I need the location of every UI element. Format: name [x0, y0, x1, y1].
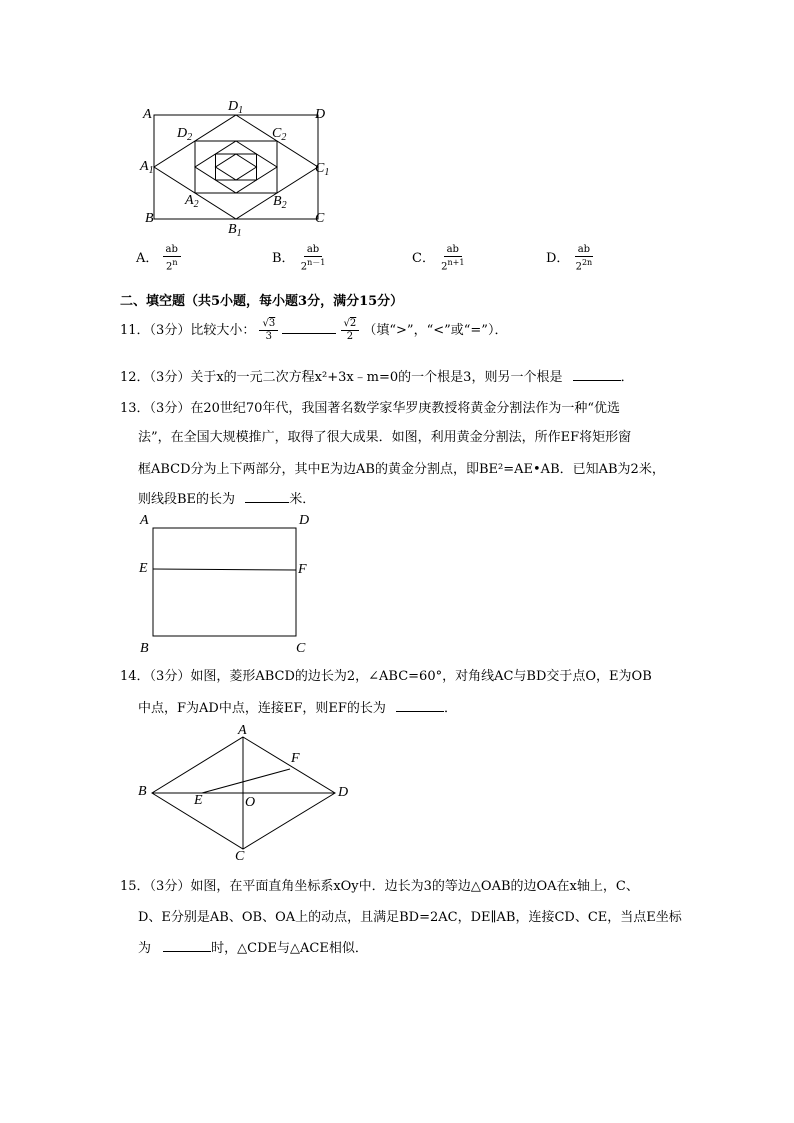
rhombus-figure: [140, 725, 350, 855]
option-c[interactable]: C． $\frac{ab}{2^{n+1}}$: [412, 244, 465, 273]
label-B: B: [140, 641, 149, 656]
question-14-line2: 中点，F为AD中点，连接EF，则EF的长为 ．: [138, 701, 458, 716]
label-C: C: [235, 849, 245, 864]
label-C2: $C_2$: [272, 126, 287, 143]
label-A: A: [140, 513, 149, 528]
option-a[interactable]: A． $\frac{ab}{2^n}$: [136, 244, 181, 273]
answer-blank-14[interactable]: [396, 711, 444, 712]
option-b[interactable]: B． $\frac{ab}{2^{n-1}}$: [272, 244, 326, 273]
label-O: O: [245, 795, 256, 810]
label-A: A: [143, 107, 152, 122]
question-13-line4: 则线段BE的长为 米．: [138, 492, 316, 507]
label-F: F: [291, 751, 300, 766]
question-15-line3: 为 时，△CDE与△ACE相似．: [138, 941, 368, 956]
question-11: 11．（3分）比较大小： $\frac{√3}{3}$ $\frac{√2}{2}$ （填“>”，“<”或“=”）．: [120, 318, 508, 342]
answer-blank-12[interactable]: [573, 380, 621, 381]
question-13-line3: 框ABCD分为上下两部分，其中E为边AB的黄金分割点，即BE²=AE•AB．已知AB为2米，: [138, 462, 665, 477]
label-E: E: [194, 793, 203, 808]
label-C: C: [296, 641, 306, 656]
answer-blank-13[interactable]: [245, 502, 289, 503]
label-B: B: [145, 211, 154, 226]
question-15-line1: 15．（3分）如图，在平面直角坐标系xOy中．边长为3的等边△OAB的边OA在x轴上，C、: [120, 879, 639, 894]
label-D: D: [299, 513, 310, 528]
label-B2: $B_2$: [273, 194, 287, 211]
label-A: A: [238, 723, 247, 738]
answer-blank-11[interactable]: [282, 333, 336, 334]
label-C: C: [315, 211, 325, 226]
section-title: 二、填空题（共5小题，每小题3分，满分15分）: [120, 294, 404, 309]
answer-blank-15[interactable]: [163, 951, 211, 952]
label-D: D: [315, 107, 326, 122]
question-15-line2: D、E分别是AB、OB、OA上的动点，且满足BD=2AC，DE∥AB，连接CD、CE，当点E坐标: [138, 910, 682, 925]
question-13-line1: 13．（3分）在20世纪70年代，我国著名数学家华罗庚教授将黄金分割法作为一种“优选: [120, 401, 621, 416]
option-d[interactable]: D． $\frac{ab}{2^{2n}}$: [546, 244, 593, 273]
label-C1: $C_1$: [315, 161, 330, 178]
question-12: 12．（3分）关于x的一元二次方程x²+3x﹣m=0的一个根是3，则另一个根是 ．: [120, 370, 634, 385]
label-D: D: [338, 785, 349, 800]
label-A2: $A_2$: [185, 193, 199, 210]
window-frame-figure: [140, 515, 320, 655]
label-B1: $B_1$: [228, 222, 242, 239]
label-B: B: [138, 784, 147, 799]
label-D1: $D_1$: [228, 99, 244, 116]
label-E: E: [139, 561, 148, 576]
label-A1: $A_1$: [140, 159, 154, 176]
label-D2: $D_2$: [177, 126, 193, 143]
label-F: F: [298, 562, 307, 577]
question-14-line1: 14．（3分）如图，菱形ABCD的边长为2，∠ABC=60°，对角线AC与BD交于点O，E为OB: [120, 669, 652, 684]
question-13-line2: 法”，在全国大规模推广，取得了很大成果．如图，利用黄金分割法，所作EF将矩形窗: [138, 430, 632, 445]
